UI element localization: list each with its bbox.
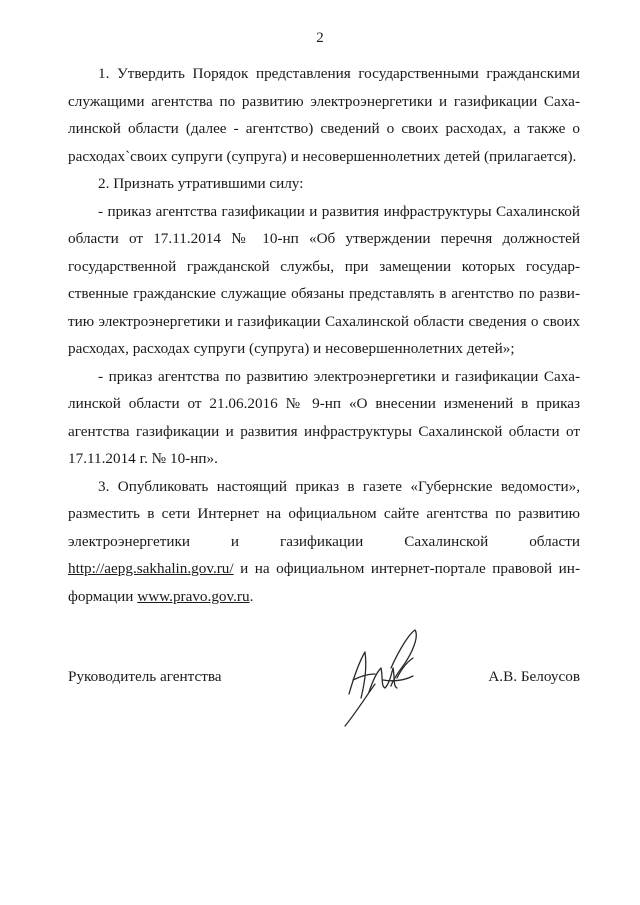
publish-text-start: 3. Опубликовать настоящий приказ в газете «Губернские ведомости», разместить в сети Интернет на официальном сайте агентства по развитию электроэнергетики и газификации Сахалинской области — [68, 477, 580, 550]
agency-website-link[interactable]: http://aepg.sakhalin.gov.ru/ — [68, 560, 234, 577]
paragraph-approve-procedure: 1. Утвердить Порядок представления государственными гражданскими служащими агентства по развитию электроэнергетики и газификации Сахалинской области (далее - агентство) сведений о своих расходах, а также о расходах`своих супруги (супруга) и несовершеннолетних детей (прилагается). — [68, 65, 580, 165]
page-number: 2 — [316, 30, 324, 46]
paragraph-repealed-order-2: - приказ агентства по развитию электроэнергетики и газификации Сахалинской области от 21.06.2016 № 9-нп «О внесении изменений в приказ агентства газификации и развития инфраструктуры Сахалинской области от 17.11.2014 г. № 10-нп». — [68, 367, 580, 467]
pravo-portal-link[interactable]: www.pravo.gov.ru — [137, 587, 250, 605]
paragraph-repealed-order-1: - приказ агентства газификации и развития инфраструктуры Сахалинской области от 17.11.2014 № 10-нп «Об утверждении перечня должностей государственной гражданской службы, при замещении которых государственные гражданские служащие обязаны представлять в агентство по развитию электроэнергетики и газификации Сахалинской области сведения о своих расходах, расходах супруги (супруга) и несовершеннолетних детей»; — [68, 202, 580, 357]
publish-text-end: . — [249, 587, 254, 605]
handwritten-signature — [335, 622, 425, 732]
document-body — [68, 60, 580, 610]
publish-text-middle: и на официальном интернет-портале правовой информации — [68, 560, 580, 605]
signature-block — [68, 668, 580, 698]
signer-title: Руководитель агентства — [68, 668, 222, 685]
paragraph-publish — [68, 473, 580, 611]
paragraph-repeal-heading: 2. Признать утратившими силу: — [98, 175, 304, 192]
signer-name: А.В. Белоусов — [488, 668, 580, 685]
